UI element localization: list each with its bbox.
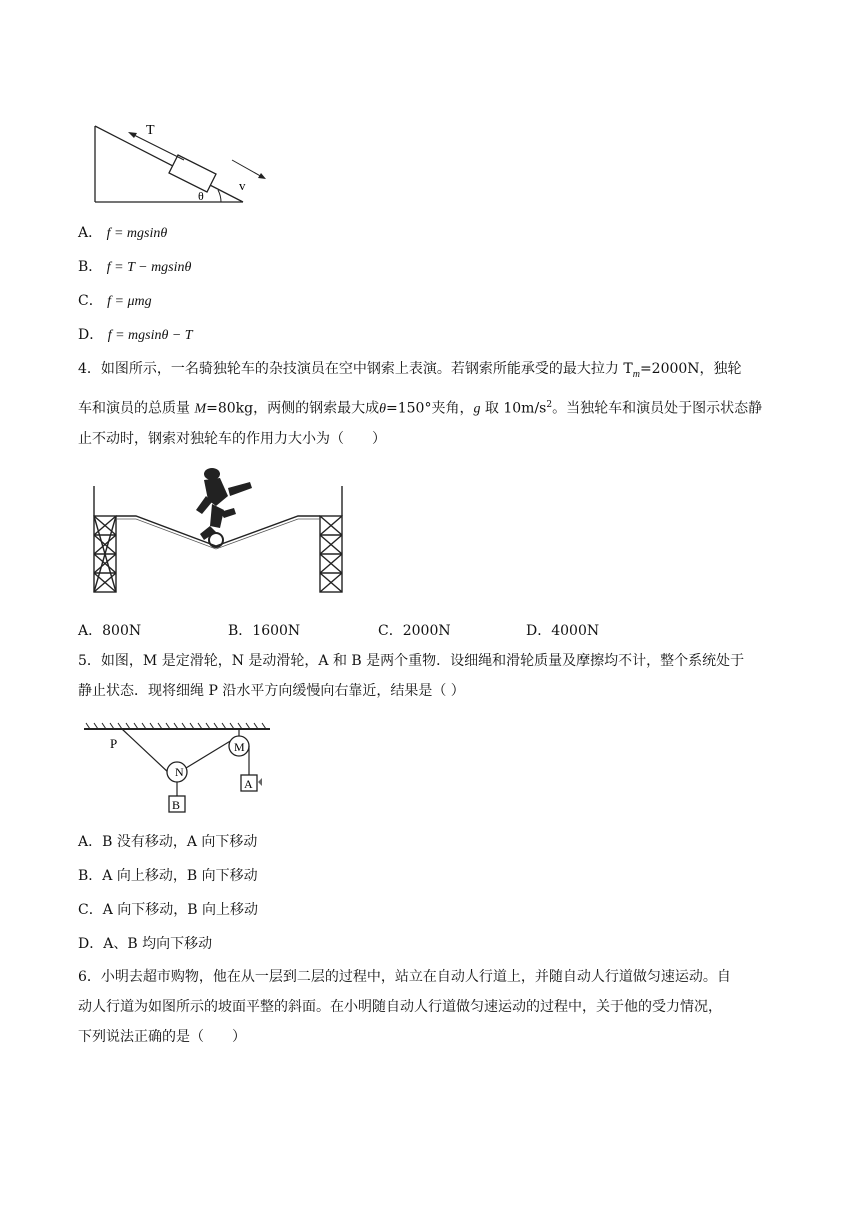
q4-text: 取 10m/s (480, 400, 547, 417)
option-text: A、B 均向下移动 (103, 936, 213, 952)
q4-line-2 (78, 390, 784, 425)
q4-var: θ (379, 401, 387, 417)
option-expression: f = mgsinθ − T (107, 328, 193, 343)
q4-option-b[interactable] (228, 620, 300, 640)
q3-option-c[interactable] (78, 292, 152, 311)
option-text: 800N (102, 623, 142, 639)
option-letter: D． (526, 623, 552, 639)
incline-figure (90, 118, 275, 208)
weight-b-label: B (172, 798, 181, 812)
question-4-stem (78, 354, 784, 454)
velocity-label: v (239, 178, 246, 193)
option-letter: B． (78, 259, 103, 275)
weight-a-label: A (244, 777, 253, 791)
q6-line-2: 动人行道为如图所示的坡面平整的斜面。在小明随自动人行道做匀速运动的过程中，关于他的受力情况， (78, 999, 722, 1015)
q5-option-d[interactable] (78, 935, 212, 953)
question-6-stem (78, 962, 784, 1052)
option-expression: f = T − mgsinθ (106, 260, 192, 275)
q4-text: =80kg，两侧的钢索最大成 (206, 400, 380, 417)
option-text: A 向上移动，B 向下移动 (102, 868, 258, 884)
option-text: 1600N (252, 623, 301, 639)
q5-line-2: 静止状态．现将细绳 P 沿水平方向缓慢向右靠近，结果是（ ） (78, 683, 465, 699)
q5-option-a[interactable] (78, 833, 257, 851)
tightrope-figure (88, 466, 350, 596)
option-text: B 没有移动，A 向下移动 (102, 834, 258, 850)
pulley-m-label: M (234, 740, 245, 754)
option-text: 4000N (551, 623, 600, 639)
option-letter: A． (78, 834, 103, 850)
option-letter: B． (78, 868, 103, 884)
q3-option-a[interactable] (78, 224, 167, 243)
q4-text: =2000N，独轮 (639, 361, 742, 377)
q4-text: 4．如图所示，一名骑独轮车的杂技演员在空中钢索上表演。若钢索所能承受的最大拉力 T (78, 361, 633, 377)
theta-label: θ (198, 189, 204, 203)
q4-text: 。当独轮车和演员处于图示状态静 (552, 400, 763, 417)
rope-p-label: P (110, 736, 118, 751)
q4-line-3: 止不动时，钢索对独轮车的作用力大小为（ ） (78, 431, 386, 448)
option-letter: A． (78, 623, 103, 639)
q4-var: g (473, 401, 481, 417)
q4-var: M (194, 401, 207, 417)
option-text: A 向下移动，B 向上移动 (102, 902, 259, 918)
q4-option-d[interactable] (526, 620, 599, 640)
q4-text: =150°夹角， (386, 400, 474, 417)
pulley-figure (82, 722, 272, 822)
option-letter: D． (78, 327, 104, 343)
question-5-stem (78, 646, 784, 706)
q3-option-b[interactable] (78, 258, 191, 277)
option-expression: f = μmg (107, 294, 152, 309)
option-expression: f = mgsinθ (106, 226, 168, 241)
option-text: 2000N (402, 623, 451, 639)
option-letter: D． (78, 936, 104, 952)
q4-superscript: 2 (546, 399, 553, 410)
q5-option-b[interactable] (78, 867, 258, 885)
q4-option-a[interactable] (78, 620, 141, 640)
q4-option-c[interactable] (378, 620, 451, 640)
option-letter: B． (228, 623, 253, 639)
q3-option-d[interactable] (78, 326, 193, 345)
q4-subscript: m (632, 368, 640, 380)
option-letter: A． (78, 225, 103, 241)
q5-option-c[interactable] (78, 901, 258, 919)
option-letter: C． (378, 623, 403, 639)
q6-line-3: 下列说法正确的是（ ） (78, 1029, 246, 1045)
pulley-n-label: N (175, 765, 184, 779)
option-letter: C． (78, 293, 103, 309)
q4-text: 车和演员的总质量 (78, 400, 195, 417)
tension-label: T (146, 123, 155, 138)
option-letter: C． (78, 902, 103, 918)
q5-line-1: 5．如图，M 是定滑轮，N 是动滑轮，A 和 B 是两个重物．设细绳和滑轮质量及摩擦均不计，整个系统处于 (78, 653, 745, 669)
q6-line-1: 6．小明去超市购物，他在从一层到二层的过程中，站立在自动人行道上，并随自动人行道做匀速运动。自 (78, 969, 731, 985)
q4-line-1 (78, 354, 784, 390)
